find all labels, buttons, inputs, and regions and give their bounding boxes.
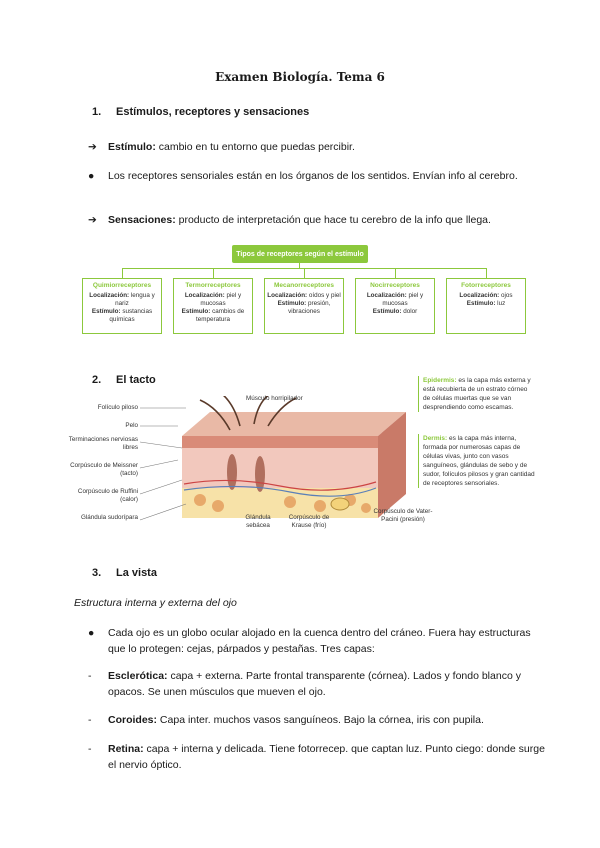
label-foliculo: Folículo piloso <box>97 404 138 411</box>
term: Retina: <box>108 743 144 755</box>
dermis-box <box>418 434 535 488</box>
left-label-leaders <box>138 400 198 530</box>
label-sudoripara: Glándula sudorípara <box>80 514 138 521</box>
est-value: dolor <box>401 308 418 315</box>
dermis-layer <box>182 448 378 488</box>
est-value: luz <box>495 300 506 307</box>
loc-value: piel y mucosas <box>200 292 242 307</box>
loc-label: Localización: <box>267 292 308 299</box>
section-heading <box>92 374 156 386</box>
label-pacini: Corpúsculo de Vater-Pacini (presión) <box>373 508 433 523</box>
receptor-title: Termorreceptores <box>185 282 241 289</box>
est-value: presión, vibraciones <box>288 300 331 315</box>
epidermis-layer <box>182 436 378 448</box>
definition: capa + externa. Parte frontal transparente (córnea). Lados y fondo blanco y opacos. Se unen músculos que mueven el ojo. <box>108 670 521 698</box>
dermis-title: Dermis: <box>423 435 448 442</box>
list-item <box>88 139 548 155</box>
label-meissner: Corpúsculo de Meissner (tacto) <box>70 462 138 477</box>
loc-value: piel y mucosas <box>382 292 424 307</box>
connector-line <box>122 268 123 278</box>
arrow-icon: ➔ <box>88 214 97 226</box>
diagram-header: Tipos de receptores según el estímulo <box>232 245 368 263</box>
est-label: Estímulo: <box>372 308 402 315</box>
page-title: Examen Biología. Tema 6 <box>215 70 385 84</box>
definition: producto de interpretación que hace tu cerebro de la info que llega. <box>175 214 491 226</box>
skin-top-surface <box>182 412 406 436</box>
receptor-title: Mecanorreceptores <box>274 282 334 289</box>
receptor-title: Fotorreceptores <box>461 282 511 289</box>
label-krause: Corpúsculo de Krause (frío) <box>288 514 330 529</box>
loc-label: Localización: <box>89 292 130 299</box>
est-value: sustancias químicas <box>109 308 153 323</box>
receptor-box <box>82 278 162 334</box>
term: Esclerótica: <box>108 670 168 682</box>
section-heading <box>92 567 157 579</box>
term: Coroides: <box>108 714 158 726</box>
definition: cambio en tu entorno que puedas percibir. <box>155 141 355 153</box>
term: Sensaciones: <box>108 214 176 226</box>
loc-label: Localización: <box>459 292 500 299</box>
section-title: El tacto <box>116 374 156 386</box>
section-title: La vista <box>116 567 157 579</box>
section-heading <box>92 106 309 118</box>
connector-line <box>213 268 214 278</box>
skin-cross-section-illustration <box>170 396 410 526</box>
connector-line <box>304 268 305 278</box>
subheading: Estructura interna y externa del ojo <box>74 597 237 609</box>
list-item <box>88 741 548 773</box>
est-value: cambios de temperatura <box>196 308 245 323</box>
loc-label: Localización: <box>184 292 225 299</box>
est-label: Estímulo: <box>181 308 211 315</box>
loc-value: ojos <box>499 292 513 299</box>
loc-label: Localización: <box>366 292 407 299</box>
list-item <box>88 712 548 728</box>
receptor-title: Nocirreceptores <box>370 282 420 289</box>
receptor-title: Quimiorreceptores <box>92 282 152 289</box>
receptor-box <box>173 278 253 334</box>
est-label: Estímulo: <box>466 300 496 307</box>
term: Estímulo: <box>108 141 156 153</box>
definition: Capa inter. muchos vasos sanguíneos. Bajo la córnea, iris con pupila. <box>157 714 484 726</box>
dash-marker: - <box>88 714 92 726</box>
connector-line <box>486 268 487 278</box>
label-musculo: Músculo horripilador <box>246 395 303 402</box>
item-text: Cada ojo es un globo ocular alojado en la cuenca dentro del cráneo. Fuera hay estructuras que lo protegen: cejas, párpados y pestañas. Tres capas: <box>108 627 531 655</box>
epidermis-text: es la capa más externa y está recubierta de un estrato córneo de células muertas que se van desprendiendo como escamas. <box>423 377 531 411</box>
list-item <box>88 668 548 700</box>
section-number: 3. <box>92 567 102 579</box>
est-label: Estímulo: <box>91 308 121 315</box>
loc-value: oídos y piel <box>307 292 341 299</box>
list-item <box>88 625 548 657</box>
dash-marker: - <box>88 743 92 755</box>
item-text: Los receptores sensoriales están en los órganos de los sentidos. Envían info al cerebro. <box>108 170 518 182</box>
label-ruffini: Corpúsculo de Ruffini (calor) <box>77 488 138 503</box>
epidermis-box <box>418 376 535 412</box>
label-sebacea: Glándula sebácea <box>245 514 271 529</box>
dermis-text: es la capa más interna, formada por numerosas capas de células vivas, junto con vasos sanguíneos, glándulas de sebo y de sudor, folículos pilosos y gran cantidad de receptores sensoriales. <box>423 435 535 487</box>
section-number: 1. <box>92 106 102 118</box>
receptor-box <box>264 278 344 334</box>
dash-marker: - <box>88 670 92 682</box>
definition: capa + interna y delicada. Tiene fotorrecep. que captan luz. Punto ciego: donde surge el nervio óptico. <box>108 743 545 771</box>
connector-line <box>395 268 396 278</box>
epidermis-title: Epidermis: <box>423 377 457 384</box>
receptor-box <box>446 278 526 334</box>
list-item <box>88 212 548 228</box>
section-title: Estímulos, receptores y sensaciones <box>116 106 310 118</box>
list-item <box>88 168 548 184</box>
loc-value: lengua y nariz <box>115 292 155 307</box>
label-pelo: Pelo <box>125 422 138 429</box>
label-terminaciones: Terminaciones nerviosas libres <box>68 436 138 451</box>
est-label: Estímulo: <box>277 300 307 307</box>
arrow-icon: ➔ <box>88 141 97 153</box>
receptor-box <box>355 278 435 334</box>
pacini-corpuscle <box>331 498 349 510</box>
bullet-icon: ● <box>88 170 95 182</box>
section-number: 2. <box>92 374 102 386</box>
bullet-icon: ● <box>88 627 95 639</box>
